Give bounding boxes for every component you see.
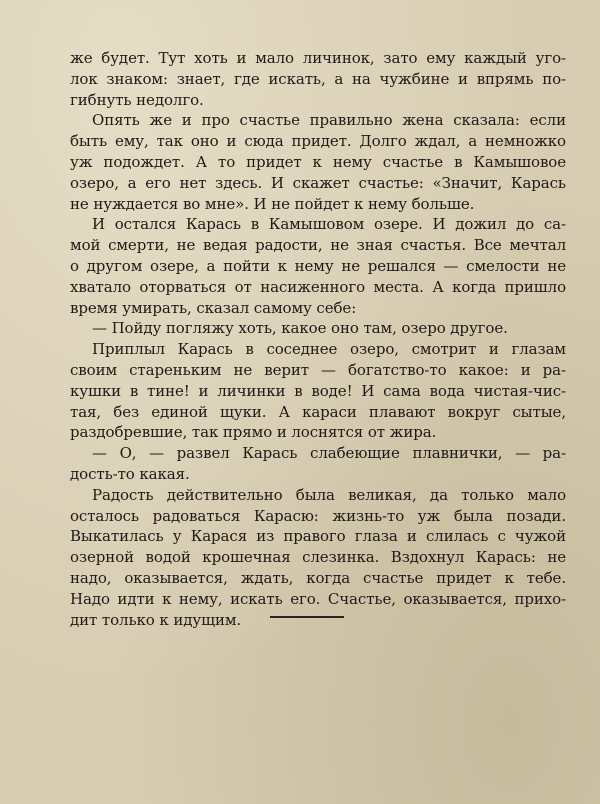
text-line: своим стареньким не верит — богатство-то какое: и ра-	[70, 360, 566, 379]
text-line: кушки в тине! и личинки в воде! И сама вода чистая-чис-	[70, 381, 566, 400]
text-line: раздобревшие, так прямо и лоснятся от жира.	[70, 423, 437, 442]
text-line: Радость действительно была великая, да только мало	[92, 485, 566, 504]
story-text	[70, 48, 566, 630]
text-line: дит только к идущим.	[70, 610, 242, 629]
text-line: И остался Карась в Камышовом озере. И дожил до са-	[92, 215, 566, 234]
text-line: время умирать, сказал самому себе:	[70, 298, 357, 317]
text-line: же будет. Тут хоть и мало личинок, зато ему каждый уго-	[70, 49, 566, 67]
text-line: Опять же и про счастье правильно жена сказала: если	[92, 111, 566, 130]
text-line: мой смерти, не ведая радости, не зная счастья. Все мечтал	[70, 236, 566, 255]
text-line: Надо идти к нему, искать его. Счастье, оказывается, прихо-	[70, 589, 566, 608]
text-line: — Пойду погляжу хоть, какое оно там, озеро другое.	[92, 319, 508, 338]
text-line: дость-то какая.	[70, 464, 190, 483]
text-line: быть ему, так оно и сюда придет. Долго ждал, а немножко	[70, 132, 566, 151]
text-line: озеро, а его нет здесь. И скажет счастье: «Значит, Карась	[70, 173, 566, 192]
end-divider	[270, 616, 344, 618]
text-line: — О, — развел Карась слабеющие плавнички, — ра-	[92, 444, 566, 463]
text-line: не нуждается во мне». И не пойдет к нему больше.	[70, 194, 475, 213]
text-line: лок знаком: знает, где искать, а на чужбине и впрямь по-	[70, 69, 566, 88]
text-line: Выкатилась у Карася из правого глаза и слилась с чужой	[70, 527, 566, 546]
text-line: Приплыл Карась в соседнее озеро, смотрит и глазам	[92, 340, 566, 359]
text-line: о другом озере, а пойти к нему не решался — смелости не	[70, 256, 566, 275]
text-line: надо, оказывается, ждать, когда счастье придет к тебе.	[70, 568, 566, 587]
text-line: гибнуть недолго.	[70, 90, 204, 109]
text-line: осталось радоваться Карасю: жизнь-то уж была позади.	[70, 506, 566, 525]
text-line: озерной водой крошечная слезинка. Вздохнул Карась: не	[70, 548, 566, 567]
text-line: хватало оторваться от насиженного места. А когда пришло	[70, 277, 566, 296]
text-line: тая, без единой щуки. А караси плавают вокруг сытые,	[70, 402, 566, 421]
text-line: уж подождет. А то придет к нему счастье в Камышовое	[70, 152, 566, 171]
